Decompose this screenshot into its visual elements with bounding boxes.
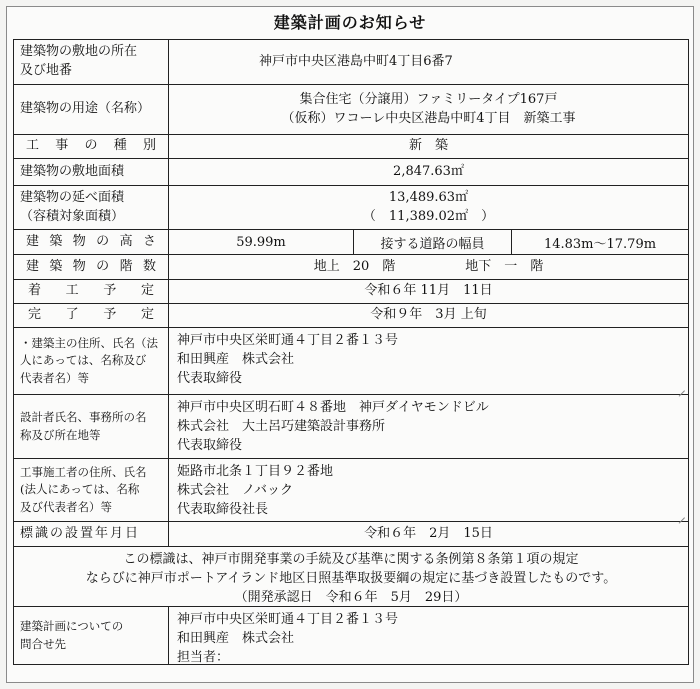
notice-text: この標識は、神戸市開発事業の手続及び基準に関する条例第８条第１項の規定 ならびに神戸市ポートアイランド地区日照基準取扱要綱の規定に基づき設置したものです。 （開発承認日 令和６年 5月 29日） <box>85 552 617 605</box>
value-inquiry: 神戸市中央区栄町通４丁目２番１３号 和田興産 株式会社 担当者： <box>177 612 399 665</box>
value-floors <box>169 255 688 279</box>
row-owner <box>14 327 688 394</box>
value-floor-area: 13,489.63㎡ （ 11,389.02㎡ ） <box>362 189 495 224</box>
row-floor-area <box>14 185 688 229</box>
label-height: 建 築 物 の 高 さ <box>14 230 169 254</box>
notice-board <box>6 6 694 683</box>
label-kind: 工 事 の 種 別 <box>14 135 169 158</box>
floors-below: 地下 一 階 <box>465 259 544 274</box>
label-sign-date: 標識の設置年月日 <box>14 522 169 546</box>
row-designer <box>14 394 688 458</box>
value-road-width: 14.83m～17.79m <box>543 236 657 252</box>
label-site-area: 建築物の敷地面積 <box>14 159 169 185</box>
row-floors <box>14 254 688 279</box>
board-title: 建築計画のお知らせ <box>273 13 427 32</box>
row-complete <box>14 303 688 327</box>
value-complete: 令和９年 3月 上旬 <box>370 307 487 323</box>
row-start <box>14 279 688 303</box>
label-complete: 完 了 予 定 <box>14 304 169 327</box>
row-height <box>14 229 688 254</box>
value-designer: 神戸市中央区明石町４８番地 神戸ダイヤモンドビル 株式会社 大土呂巧建築設計事務所 代表取締役 <box>177 400 489 453</box>
label-owner: ・建築主の住所、氏名（法 人にあっては、名称及び 代表者名）等 <box>14 328 169 394</box>
info-table <box>13 39 689 665</box>
value-owner: 神戸市中央区栄町通４丁目２番１３号 和田興産 株式会社 代表取締役 <box>169 328 688 394</box>
value-sign-date: 令和６年 2月 15日 <box>364 525 493 541</box>
value-kind: 新 築 <box>408 138 448 154</box>
row-kind <box>14 134 688 158</box>
label-road-width: 接する道路の幅員 <box>354 230 512 254</box>
value-site-area: 2,847.63㎡ <box>393 163 464 179</box>
row-sign-date <box>14 521 688 546</box>
label-floor-area: 建築物の延べ面積 （容積対象面積） <box>14 186 169 229</box>
value-use: 集合住宅（分譲用）ファミリータイプ167戸 （仮称）ワコーレ中央区港島中町4丁目 新築工事 <box>281 91 576 126</box>
height-split <box>169 230 688 254</box>
row-inquiry <box>14 606 688 664</box>
label-contractor: 工事施工者の住所、氏名 (法人にあっては、名称 及び代表者名）等 <box>14 459 169 521</box>
row-location <box>14 40 688 84</box>
label-designer: 設計者氏名、事務所の名 称及び所在地等 <box>14 395 169 458</box>
label-start: 着 工 予 定 <box>14 280 169 303</box>
value-height: 59.99m <box>169 230 354 254</box>
value-contractor: 姫路市北条１丁目９２番地 株式会社 ノバック 代表取締役社長 <box>169 459 688 521</box>
row-notice <box>14 546 688 606</box>
label-floors: 建 築 物 の 階 数 <box>14 255 169 279</box>
label-location: 建築物の敷地の所在 及び地番 <box>14 40 169 84</box>
label-inquiry: 建築計画についての 問合せ先 <box>14 607 169 664</box>
row-use <box>14 84 688 134</box>
resize-handle-icon <box>677 383 685 391</box>
resize-handle-icon <box>677 510 685 518</box>
value-location: 神戸市中央区港島中町4丁目6番7 <box>259 53 453 69</box>
label-use: 建築物の用途（名称） <box>14 85 169 134</box>
floors-above: 地上 20 階 <box>313 259 396 274</box>
row-contractor <box>14 458 688 521</box>
row-site-area <box>14 158 688 185</box>
value-start: 令和６年 11月 11日 <box>364 283 493 299</box>
